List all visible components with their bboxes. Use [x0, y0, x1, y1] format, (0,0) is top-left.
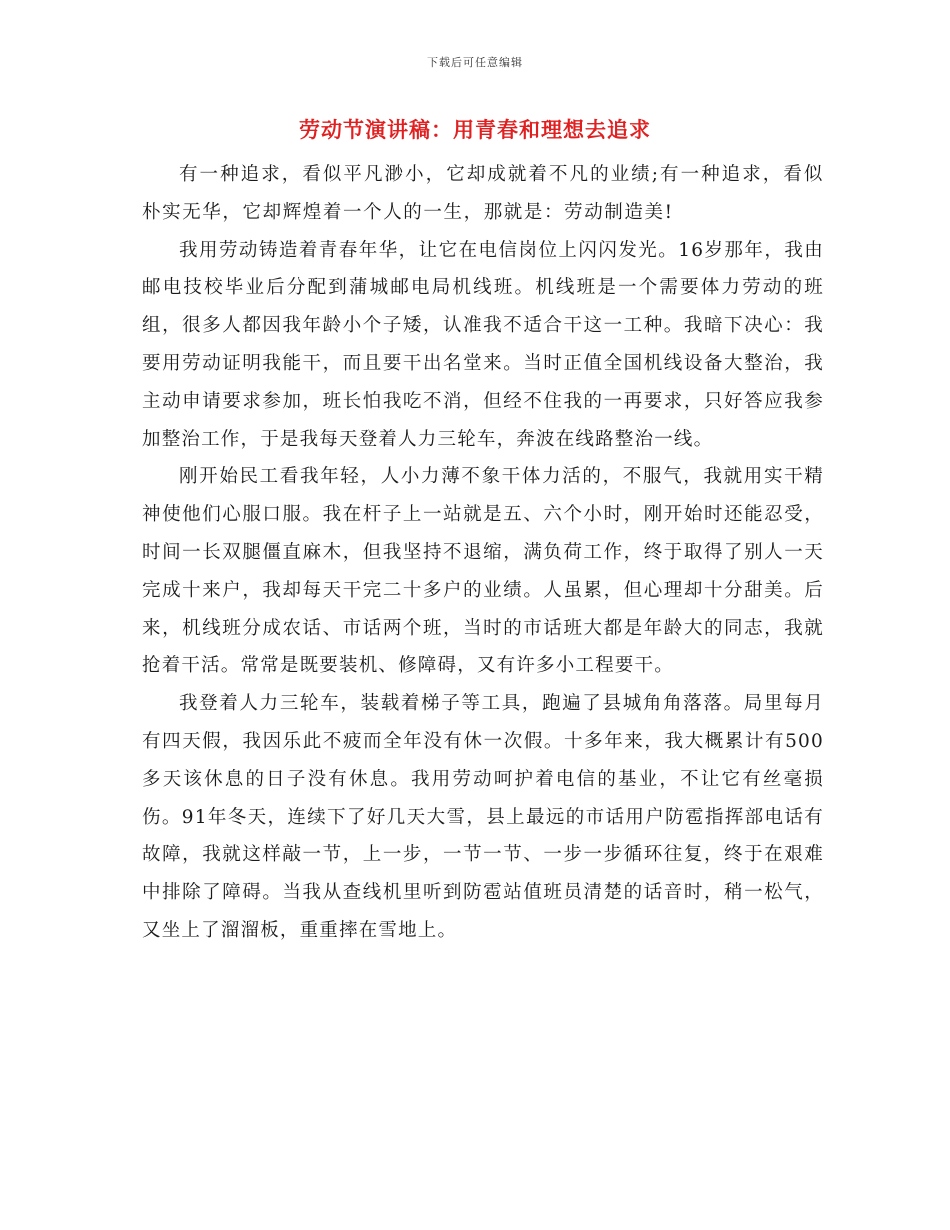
document-title: 劳动节演讲稿：用青春和理想去追求 — [299, 117, 651, 142]
paragraph-3: 刚开始民工看我年轻，人小力薄不象干体力活的，不服气，我就用实干精神使他们心服口服。我在杆子上一站就是五、六个小时，刚开始时还能忍受，时间一长双腿僵直麻木，但我坚持不退缩，满负荷工作，终于取得了别人一天完成十来户，我却每天干完二十多户的业绩。人虽累，但心理却十分甜美。后来，机线班分成农话、市话两个班，当时的市话班大都是年龄大的同志，我就抢着干活。常常是既要装机、修障碍，又有许多小工程要干。 — [142, 466, 824, 677]
paragraph-2: 我用劳动铸造着青春年华，让它在电信岗位上闪闪发光。16岁那年，我由邮电技校毕业后分配到蒲城邮电局机线班。机线班是一个需要体力劳动的班组，很多人都因我年龄小个子矮，认准我不适合干这一工种。我暗下决心：我要用劳动证明我能干，而且要干出名堂来。当时正值全国机线设备大整治，我主动申请要求参加，班长怕我吃不消，但经不住我的一再要求，只好答应我参加整治工作，于是我每天登着人力三轮车，奔波在线路整治一线。 — [142, 239, 824, 450]
paragraph-1: 有一种追求，看似平凡渺小，它却成就着不凡的业绩;有一种追求，看似朴实无华，它却辉煌着一个人的一生，那就是：劳动制造美! — [142, 164, 824, 223]
document-body — [142, 156, 824, 950]
paragraph-4: 我登着人力三轮车，装载着梯子等工具，跑遍了县城角角落落。局里每月有四天假，我因乐此不疲而全年没有休一次假。十多年来，我大概累计有500多天该休息的日子没有休息。我用劳动呵护着电信的基业，不让它有丝毫损伤。91年冬天，连续下了好几天大雪，县上最远的市话用户防雹指挥部电话有故障，我就这样敲一节，上一步，一节一节、一步一步循环往复，终于在艰难中排除了障碍。当我从查线机里听到防雹站值班员清楚的话音时，稍一松气，又坐上了溜溜板，重重摔在雪地上。 — [142, 693, 824, 941]
page-header-note: 下载后可任意编辑 — [427, 56, 523, 69]
